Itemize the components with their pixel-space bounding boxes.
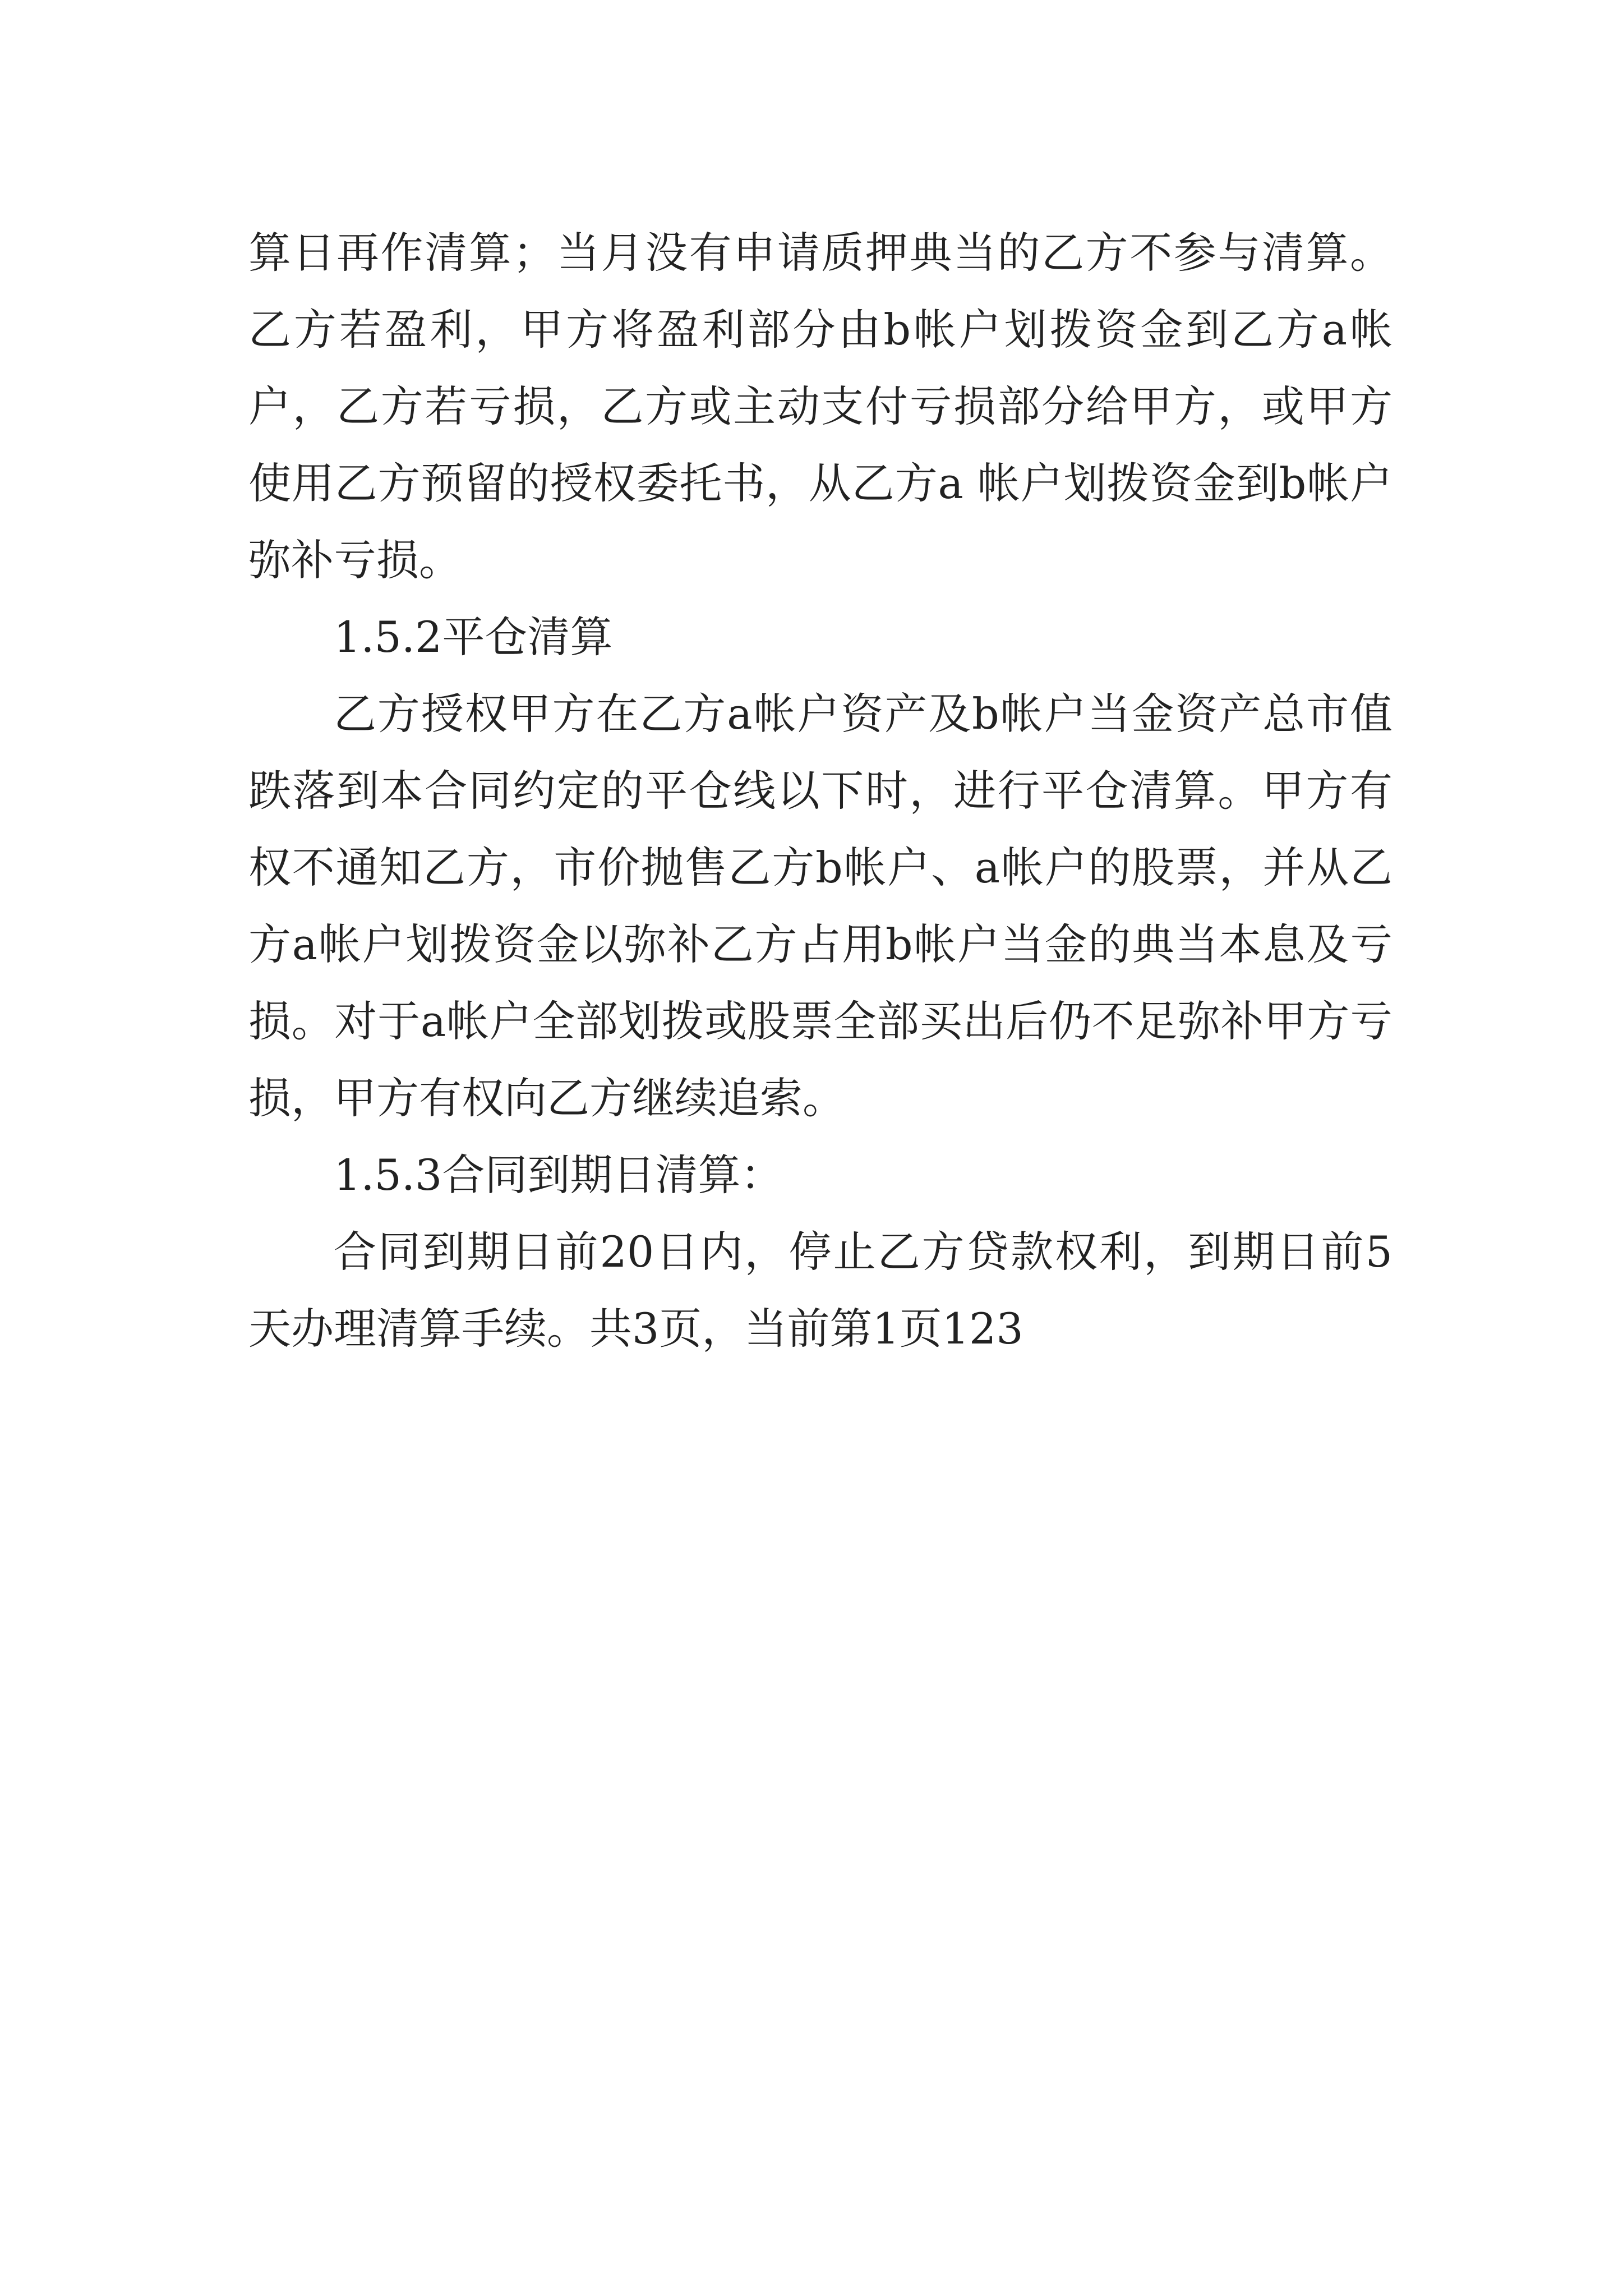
paragraph-continuation: 算日再作清算；当月没有申请质押典当的乙方不参与清算。乙方若盈利，甲方将盈利部分由b帐户划拨资金到乙方a帐户，乙方若亏损，乙方或主动支付亏损部分给甲方，或甲方使用乙方预留的授权委托书，从乙方a 帐户划拨资金到b帐户弥补亏损。 bbox=[248, 228, 1393, 585]
paragraph-liquidation-clearing: 乙方授权甲方在乙方a帐户资产及b帐户当金资产总市值跌落到本合同约定的平仓线以下时，进行平仓清算。甲方有权不通知乙方，市价抛售乙方b帐户、a帐户的股票，并从乙方a帐户划拨资金以弥补乙方占用b帐户当金的典当本息及亏损。对于a帐户全部划拨或股票全部买出后仍不足弥补甲方亏损，甲方有权向乙方继续追索。 bbox=[248, 689, 1393, 1123]
document-body bbox=[248, 214, 1393, 1367]
paragraph-maturity-clearing: 合同到期日前20日内，停止乙方贷款权利，到期日前5天办理清算手续。共3页，当前第1页123 bbox=[248, 1227, 1393, 1354]
section-heading-1-5-2: 1.5.2平仓清算 bbox=[334, 612, 613, 662]
section-heading-1-5-3: 1.5.3合同到期日清算： bbox=[334, 1150, 783, 1200]
